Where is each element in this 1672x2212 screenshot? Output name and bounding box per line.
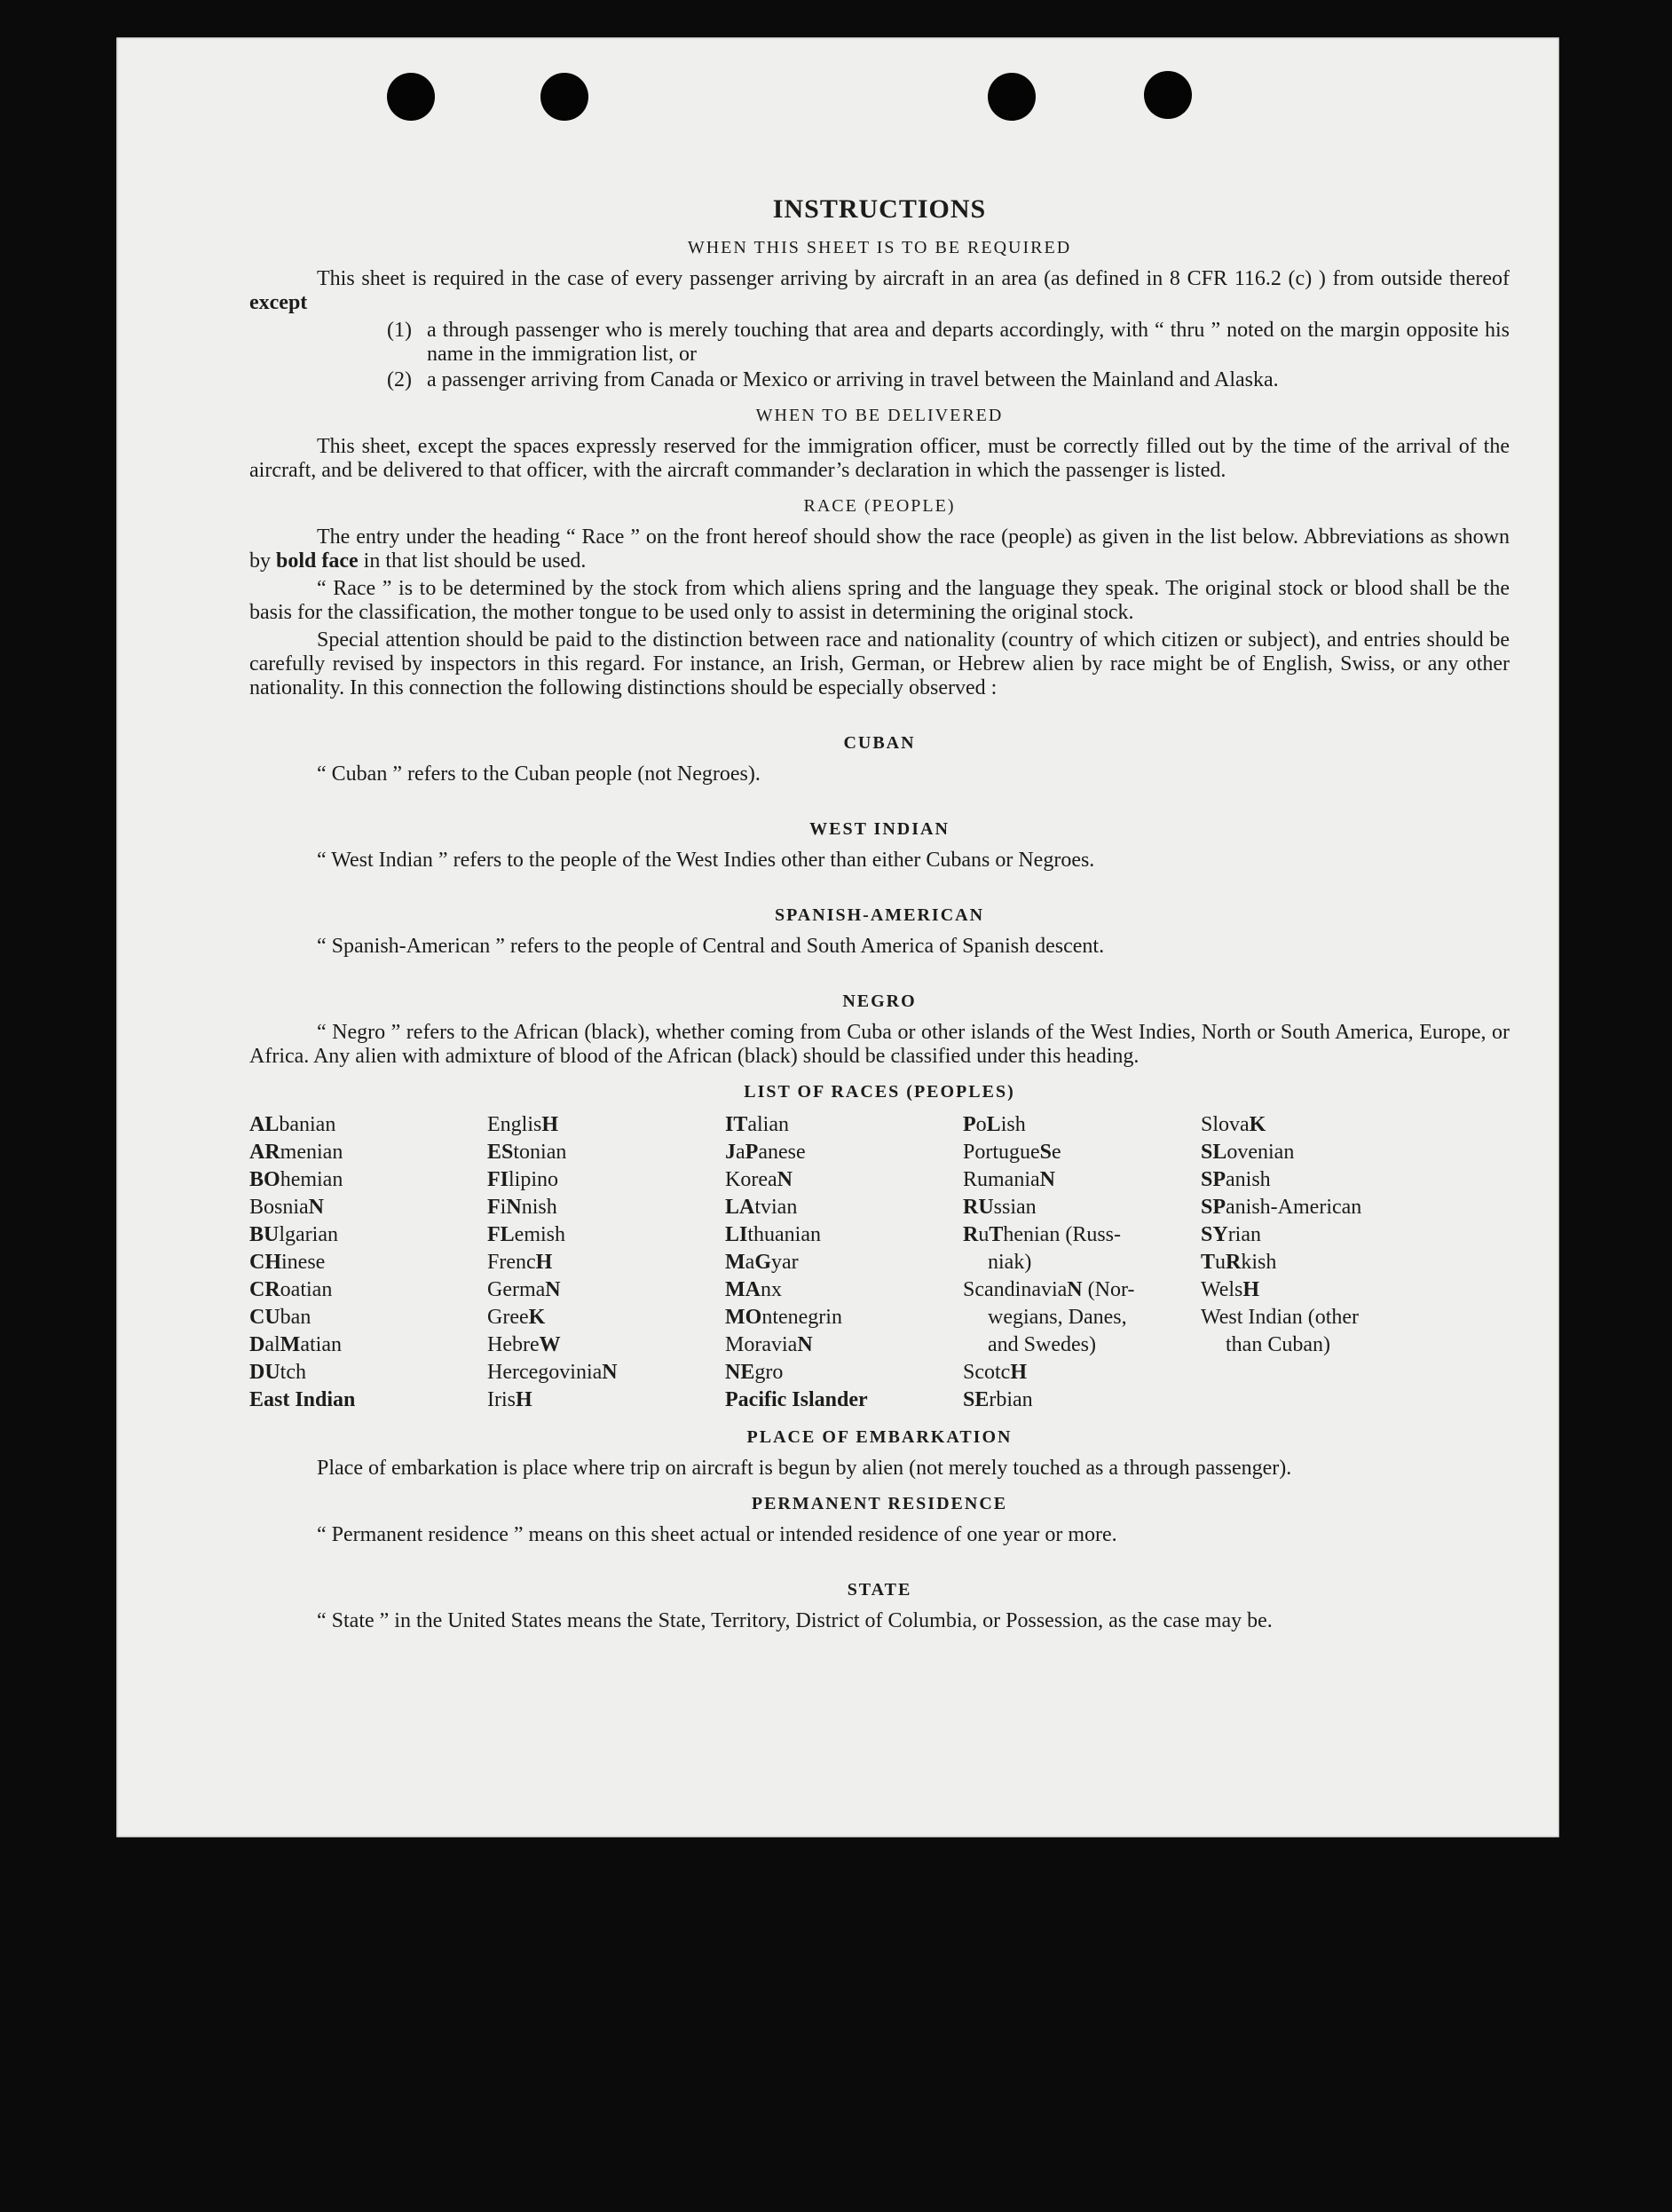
paragraph-cuban: “ Cuban ” refers to the Cuban people (not Negroes). [317,762,761,786]
race-entry: IrisH [487,1388,532,1411]
race-entry: ARmenian [249,1141,343,1164]
race-entry: FrencH [487,1251,553,1274]
heading-residence: PERMANENT RESIDENCE [751,1494,1008,1513]
race-entry: WelsH [1201,1278,1260,1301]
race-entry: TuRkish [1201,1251,1277,1274]
paragraph-residence: “ Permanent residence ” means on this sheet actual or intended residence of one year or more. [317,1523,1117,1546]
race-entry: EnglisH [487,1113,559,1136]
race-entry: GreeK [487,1306,546,1329]
race-entry: GermaN [487,1278,561,1301]
race-entry: West Indian (other [1201,1306,1360,1329]
races-column [1201,1111,1439,1414]
race-entry: DalMatian [249,1333,342,1356]
paragraph-race-2: “ Race ” is to be determined by the stock from which aliens spring and the language they speak. The original stock or blood shall be the basis for the classification, the mother tongue to be used only to assist in determining the original stock. [249,577,1510,624]
race-entry: SPanish-American [1201,1196,1362,1219]
race-entry: MaGyar [725,1251,799,1274]
race-entry: SErbian [963,1388,1033,1411]
paragraph-race-1: The entry under the heading “ Race ” on the front hereof should show the race (people) as given in the list below. Abbreviations as shown by bold face in that list should be used. [249,525,1510,573]
list-item: (2) a passenger arriving from Canada or Mexico or arriving in travel between the Mainland and Alaska. [387,368,1279,391]
race-entry: East Indian [249,1388,356,1411]
race-entry: BUlgarian [249,1223,338,1246]
race-entry: PoLish [963,1113,1026,1136]
race-entry: MoraviaN [725,1333,813,1356]
race-entry: KoreaN [725,1168,793,1191]
punch-hole [387,73,435,121]
paragraph-embarkation: Place of embarkation is place where trip on aircraft is begun by alien (not merely touched as a through passenger). [317,1457,1292,1480]
race-entry: LAtvian [725,1196,798,1219]
heading-west-indian: WEST INDIAN [809,819,950,839]
races-column [725,1111,963,1414]
heading-spanish-american: SPANISH-AMERICAN [774,905,985,925]
punch-hole [540,73,588,121]
race-entry: CUban [249,1306,312,1329]
document-page [116,37,1559,1837]
race-entry: and Swedes) [988,1333,1096,1356]
race-entry: JaPanese [725,1141,806,1164]
race-entry: LIthuanian [725,1223,821,1246]
race-entry: FLemish [487,1223,565,1246]
punch-hole [1144,71,1192,119]
races-column [487,1111,725,1414]
races-column [249,1111,487,1414]
race-entry: niak) [988,1251,1032,1274]
paragraph-negro: “ Negro ” refers to the African (black), whether coming from Cuba or other islands of the West Indies, North or South America, Europe, or Africa. Any alien with admixture of blood of the African (black) should be classified under this heading. [249,1021,1510,1068]
race-entry: RumaniaN [963,1168,1055,1191]
race-entry: FIlipino [487,1168,559,1191]
race-entry: than Cuban) [1226,1333,1330,1356]
paragraph-when-delivered: This sheet, except the spaces expressly reserved for the immigration officer, must be correctly filled out by the time of the arrival of the aircraft, and be delivered to that officer, with the aircraft commander’s declaration in which the passenger is listed. [249,435,1510,482]
race-entry: SPanish [1201,1168,1271,1191]
race-entry: BOhemian [249,1168,343,1191]
race-entry: RuThenian (Russ- [963,1223,1122,1246]
race-entry: DUtch [249,1361,306,1384]
race-entry: PortugueSe [963,1141,1061,1164]
race-entry: HercegoviniaN [487,1361,618,1384]
heading-race: RACE (PEOPLE) [803,496,956,516]
instructions-body [249,159,1510,1637]
race-entry: ScandinaviaN (Nor- [963,1278,1135,1301]
race-entry: wegians, Danes, [988,1306,1127,1329]
race-entry: NEgro [725,1361,784,1384]
race-entry: HebreW [487,1333,561,1356]
heading-cuban: CUBAN [843,733,916,753]
paragraph-state: “ State ” in the United States means the State, Territory, District of Columbia, or Possession, as the case may be. [317,1609,1273,1632]
paragraph-race-3: Special attention should be paid to the distinction between race and nationality (country of which citizen or subject), and entries should be carefully revised by inspectors in this regard. For instance, an Irish, German, or Hebrew alien by race might be of English, Swiss, or any other nationality. In this connection the following distinctions should be especially observed : [249,628,1510,699]
race-entry: SYrian [1201,1223,1261,1246]
race-entry: RUssian [963,1196,1037,1219]
paragraph-west-indian: “ West Indian ” refers to the people of the West Indies other than either Cubans or Negroes. [317,849,1095,872]
race-entry: SlovaK [1201,1113,1266,1136]
race-entry: ALbanian [249,1113,336,1136]
page-title: INSTRUCTIONS [772,194,987,224]
race-entry: SLovenian [1201,1141,1295,1164]
heading-list-of-races: LIST OF RACES (PEOPLES) [744,1082,1015,1102]
race-entry: Pacific Islander [725,1388,868,1411]
heading-embarkation: PLACE OF EMBARKATION [746,1427,1013,1447]
race-entry: BosniaN [249,1196,325,1219]
punch-hole [988,73,1036,121]
heading-when-required: WHEN THIS SHEET IS TO BE REQUIRED [687,238,1072,257]
race-entry: MAnx [725,1278,782,1301]
list-item: (1) a through passenger who is merely touching that area and departs accordingly, with “ thru ” noted on the margin opposite his name in the immigration list, or [387,319,1510,366]
race-entry: EStonian [487,1141,567,1164]
race-entry: CHinese [249,1251,326,1274]
paragraph-spanish-american: “ Spanish-American ” refers to the people of Central and South America of Spanish descent. [317,935,1105,958]
race-entry: CRoatian [249,1278,333,1301]
heading-negro: NEGRO [842,991,917,1011]
paragraph-when-required: This sheet is required in the case of every passenger arriving by aircraft in an area (as defined in 8 CFR 116.2 (c) ) from outside thereof except [249,267,1510,314]
heading-when-delivered: WHEN TO BE DELIVERED [755,406,1004,425]
races-column [963,1111,1201,1414]
race-entry: ITalian [725,1113,789,1136]
races-table [249,1111,1510,1414]
race-entry: MOntenegrin [725,1306,842,1329]
heading-state: STATE [847,1580,912,1600]
race-entry: FiNnish [487,1196,557,1219]
race-entry: ScotcH [963,1361,1027,1384]
